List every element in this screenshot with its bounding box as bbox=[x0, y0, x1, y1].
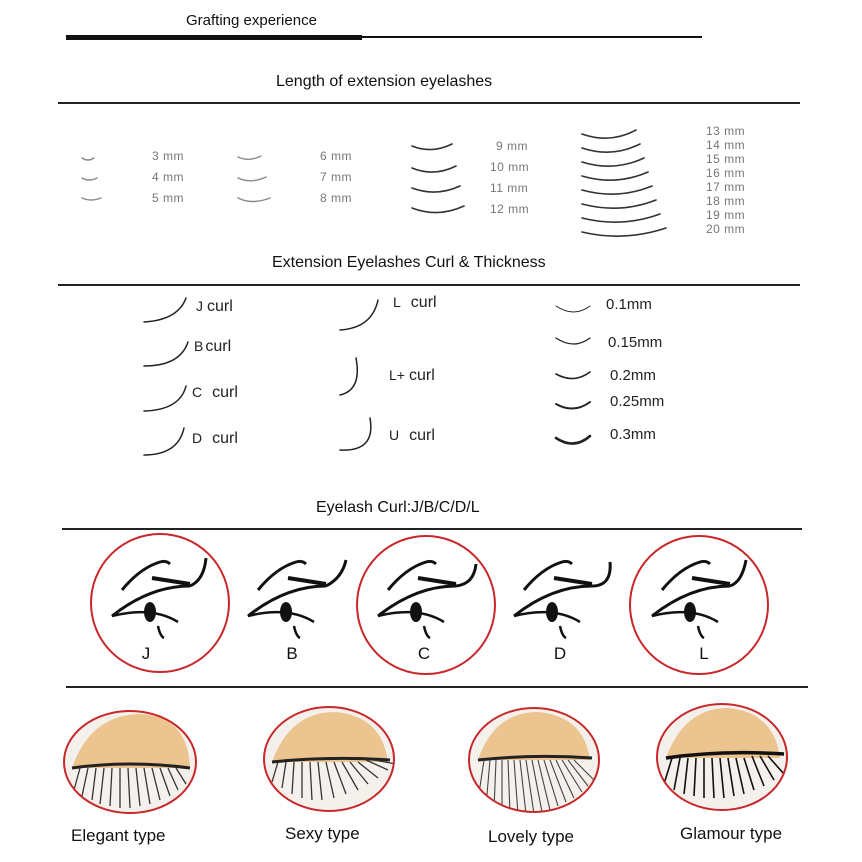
eye-c-label: C bbox=[417, 644, 431, 663]
length-label-13mm: 13 mm bbox=[706, 124, 746, 138]
thickness-025-label: 0.25mm bbox=[610, 393, 665, 410]
curl-l-letter: L bbox=[393, 294, 401, 310]
length-label-20mm: 20 mm bbox=[706, 222, 746, 236]
thickness-03-label: 0.3mm bbox=[610, 426, 656, 443]
glamour-type-label: Glamour type bbox=[680, 824, 783, 843]
curl-b-letter: B bbox=[194, 338, 204, 354]
eye-l-label: L bbox=[699, 644, 709, 663]
length-label-7mm: 7 mm bbox=[320, 170, 352, 184]
sexy-type-image bbox=[260, 705, 400, 815]
curl-c-letter: C bbox=[192, 384, 203, 400]
length-title: Length of extension eyelashes bbox=[276, 73, 493, 90]
length-label-15mm: 15 mm bbox=[706, 152, 746, 166]
length-label-10mm: 10 mm bbox=[490, 160, 530, 174]
length-label-12mm: 12 mm bbox=[490, 202, 530, 216]
eye-j-label: J bbox=[141, 644, 151, 663]
header-title: Grafting experience bbox=[186, 12, 317, 29]
thickness-01-label: 0.1mm bbox=[606, 296, 652, 313]
length-label-16mm: 16 mm bbox=[706, 166, 746, 180]
length-label-14mm: 14 mm bbox=[706, 138, 746, 152]
curl-j-letter: J bbox=[196, 298, 203, 314]
curl-lplus-word: curl bbox=[408, 367, 435, 384]
glamour-type-image bbox=[652, 700, 792, 812]
curl-title: Extension Eyelashes Curl & Thickness bbox=[272, 254, 546, 271]
sexy-type-label: Sexy type bbox=[285, 824, 360, 843]
length-label-5mm: 5 mm bbox=[152, 191, 184, 205]
curl-j-word: curl bbox=[207, 298, 233, 315]
curl-u-letter: U bbox=[389, 427, 400, 443]
thickness-02-label: 0.2mm bbox=[610, 367, 656, 384]
curl-d-word: curl bbox=[212, 430, 238, 447]
length-label-11mm: 11 mm bbox=[490, 181, 529, 195]
length-label-4mm: 4 mm bbox=[152, 170, 184, 184]
thickness-015-label: 0.15mm bbox=[608, 334, 663, 351]
eye-title: Eyelash Curl:J/B/C/D/L bbox=[316, 499, 480, 516]
elegant-type-image bbox=[60, 710, 200, 820]
length-label-17mm: 17 mm bbox=[706, 180, 746, 194]
length-label-6mm: 6 mm bbox=[320, 149, 352, 163]
curl-c-word: curl bbox=[212, 384, 238, 401]
curl-lplus-letter: L+ bbox=[389, 367, 405, 383]
eye-d-label: D bbox=[553, 644, 567, 663]
curl-u-word: curl bbox=[409, 427, 435, 444]
curl-l-word: curl bbox=[410, 294, 437, 311]
length-label-9mm: 9 mm bbox=[496, 139, 528, 153]
elegant-type-label: Elegant type bbox=[71, 826, 166, 845]
lovely-type-image bbox=[465, 705, 605, 815]
length-label-8mm: 8 mm bbox=[320, 191, 352, 205]
length-label-18mm: 18 mm bbox=[706, 194, 746, 208]
lovely-type-label: Lovely type bbox=[488, 827, 574, 846]
length-label-3mm: 3 mm bbox=[152, 149, 184, 163]
length-label-19mm: 19 mm bbox=[706, 208, 746, 222]
eye-b-label: B bbox=[286, 644, 298, 663]
curl-b-word: curl bbox=[205, 338, 232, 355]
curl-d-letter: D bbox=[192, 430, 203, 446]
